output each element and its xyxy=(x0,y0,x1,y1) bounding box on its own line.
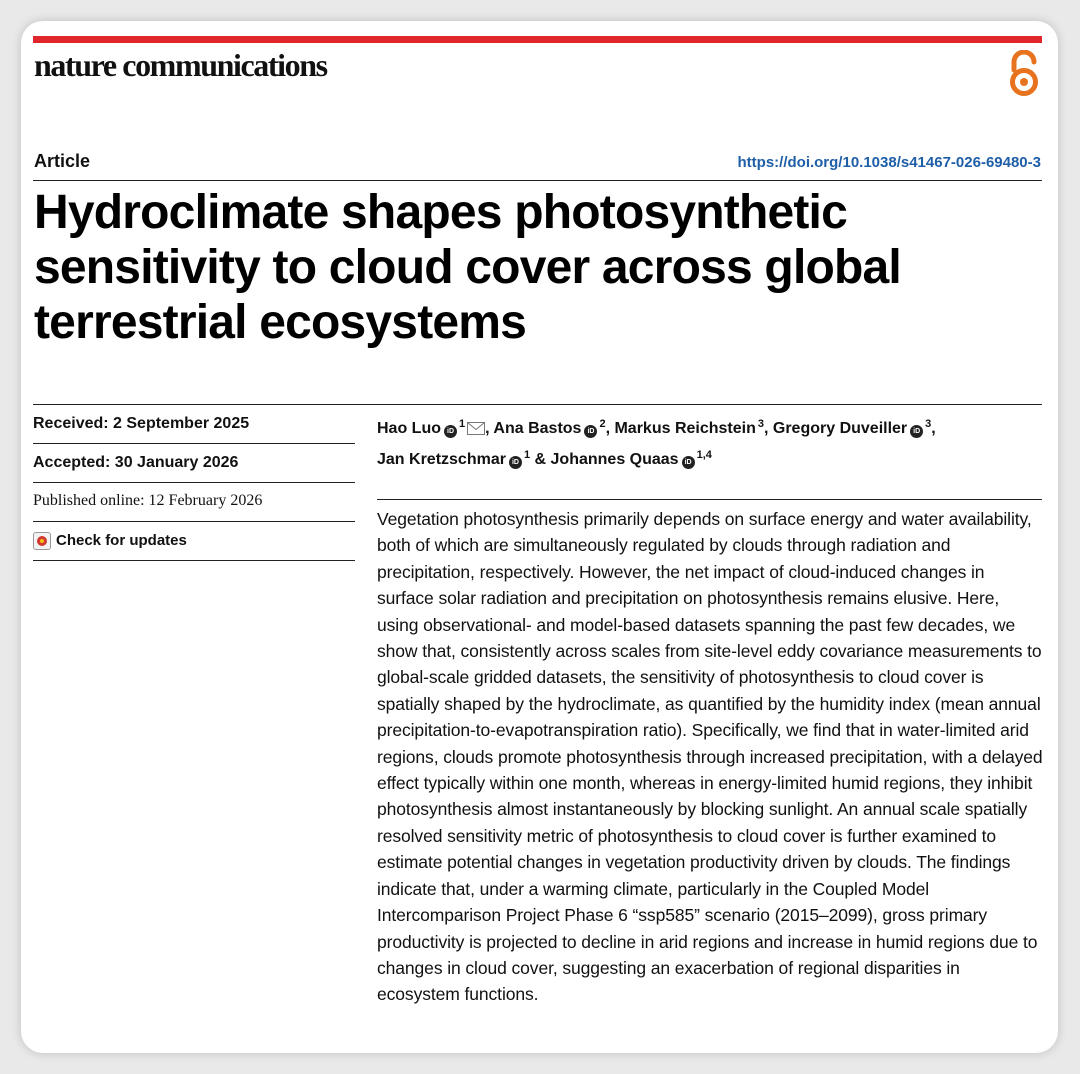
author-name[interactable]: Hao Luo xyxy=(377,420,441,437)
journal-header-bar xyxy=(33,36,1042,43)
article-type-label: Article xyxy=(34,151,91,171)
orcid-icon[interactable]: iD xyxy=(444,425,457,438)
published-date: Published online: 12 February 2026 xyxy=(33,483,355,522)
accepted-date: Accepted: 30 January 2026 xyxy=(33,444,355,483)
abstract-text: Vegetation photosynthesis primarily depends on surface energy and water availability, both of which are simultaneously regulated by clouds through radiation and precipitation, respectively. However, the net impact of cloud-induced changes in surface solar radiation and precipitation on photosynthesis remains elusive. Here, using observational- and model-based datasets spanning the past few decades, we show that, consistently across scales from site-level eddy covariance measurements to global-scale gridded datasets, the sensitivity of photosynthesis to cloud cover is spatially shaped by the hydroclimate, as quantified by the humidity index (mean annual precipitation-to-evapotranspiration ratio). Specifically, we find that in water-limited arid regions, clouds promote photosynthesis through increased precipitation, with a delayed effect typically within one month, whereas in energy-limited humid regions, they inhibit photosynthesis almost instantaneously by blocking sunlight. An annual scale spatially resolved sensitivity metric of photosynthesis to cloud cover is further examined to estimate potential changes in vegetation productivity driven by clouds. The findings indicate that, under a warming climate, particularly in the Coupled Model Intercomparison Project Phase 6 “ssp585” scenario (2015–2099), gross primary productivity is projected to decline in arid regions and increase in humid regions due to changes in cloud cover, suggesting an exacerbation of regional disparities in ecosystem functions. xyxy=(377,509,1043,1005)
author-name[interactable]: Ana Bastos xyxy=(493,420,582,437)
author-affiliation: 1 xyxy=(459,418,466,430)
author-name[interactable]: Gregory Duveiller xyxy=(772,420,908,437)
author-affiliation: 3 xyxy=(925,418,932,430)
article-page xyxy=(21,21,1058,1053)
orcid-icon[interactable]: iD xyxy=(910,425,923,438)
article-title: Hydroclimate shapes photosynthetic sensitivity to cloud cover across global terrestrial ecosystems xyxy=(34,186,901,349)
author-affiliation: 2 xyxy=(599,418,606,430)
author-name[interactable]: Jan Kretzschmar xyxy=(377,451,506,468)
doi-link[interactable]: https://doi.org/10.1038/s41467-026-69480-3 xyxy=(737,154,1041,171)
received-date: Received: 2 September 2025 xyxy=(33,405,355,444)
email-icon[interactable] xyxy=(467,422,485,435)
author-affiliation: 3 xyxy=(757,418,764,430)
orcid-icon[interactable]: iD xyxy=(584,425,597,438)
divider xyxy=(33,180,1042,181)
check-for-updates-button[interactable] xyxy=(33,522,355,561)
orcid-icon[interactable]: iD xyxy=(682,456,695,469)
orcid-icon[interactable]: iD xyxy=(509,456,522,469)
author-name[interactable]: Markus Reichstein xyxy=(614,420,756,437)
journal-name[interactable]: nature communications xyxy=(34,47,327,83)
publication-dates xyxy=(33,405,355,561)
open-access-icon xyxy=(1006,50,1042,98)
divider xyxy=(377,499,1042,500)
author-list: Hao Luo iD$^1$ , Ana Bastos iD$^2$, Markus Reichstein $^3$, Gregory Duveiller iD$^3$, Jan Kretzschmar iD$^1$ & Johannes Quaas iD$^{1,4}$ xyxy=(377,418,936,468)
author-affiliation: 1,4 xyxy=(696,449,712,461)
author-name[interactable]: Johannes Quaas xyxy=(550,451,679,468)
check-updates-icon xyxy=(33,532,51,550)
check-updates-label: Check for updates xyxy=(56,532,187,549)
author-affiliation: 1 xyxy=(523,449,531,461)
